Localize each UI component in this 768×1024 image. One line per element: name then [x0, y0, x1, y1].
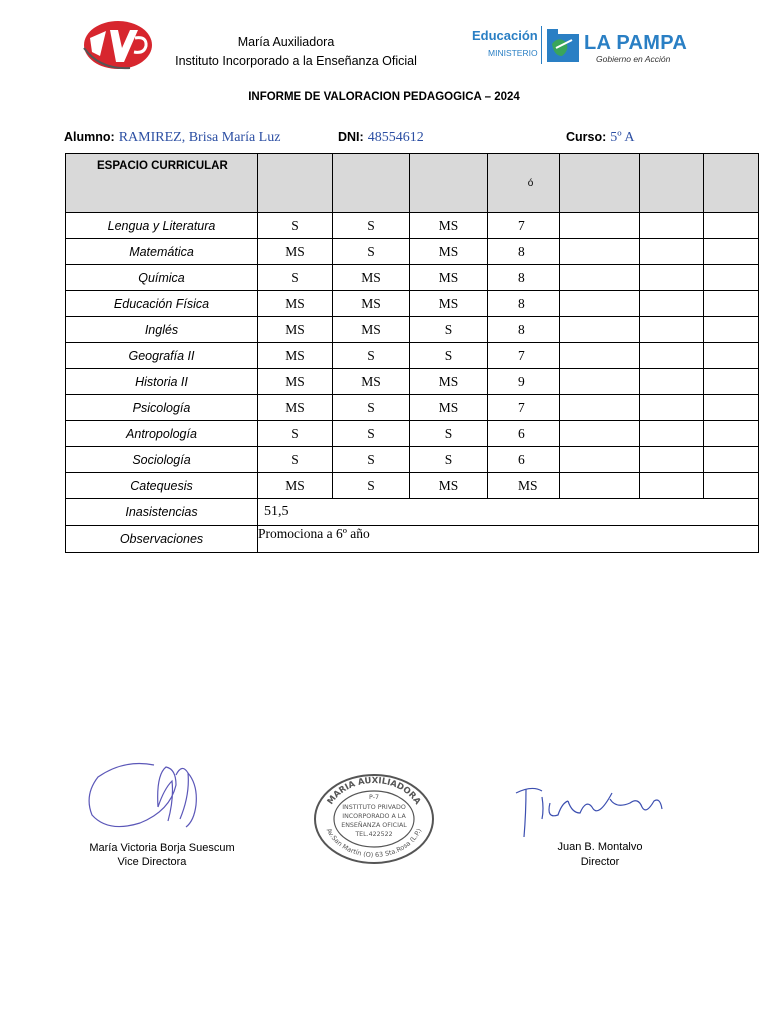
grade-cell: S [258, 447, 333, 473]
grade-cell: 6 [488, 421, 560, 447]
grade-cell: MS [333, 369, 410, 395]
gov-logo [472, 26, 688, 70]
grade-cell: 7 [488, 343, 560, 369]
header-cell [640, 154, 704, 213]
gov-province-text: LA PAMPA [584, 32, 688, 54]
vice-director-signature [84, 755, 214, 837]
empty-cell [640, 265, 704, 291]
seal-line-2: INCORPORADO A LA [342, 813, 406, 820]
header-cell [560, 154, 640, 213]
observations-label: Observaciones [66, 526, 258, 553]
dni-value: 48554612 [367, 130, 424, 145]
empty-cell [640, 343, 704, 369]
header-cell [333, 154, 410, 213]
empty-cell [560, 343, 640, 369]
gov-tagline: Gobierno en Acción [596, 54, 671, 64]
grade-cell: S [410, 343, 488, 369]
empty-cell [704, 317, 759, 343]
grade-cell: S [333, 473, 410, 499]
grade-cell: 6 [488, 447, 560, 473]
gov-divider [541, 26, 542, 64]
subject-name: Sociología [66, 447, 258, 473]
empty-cell [560, 265, 640, 291]
observations-row [66, 526, 759, 553]
header-cell [258, 154, 333, 213]
grade-cell: S [333, 343, 410, 369]
seal-line-3: ENSEÑANZA OFICIAL [341, 822, 407, 829]
seal-code: P-7 [369, 794, 379, 801]
subject-column-header: ESPACIO CURRICULAR [66, 154, 258, 213]
seal-line-1: INSTITUTO PRIVADO [342, 804, 406, 811]
empty-cell [704, 395, 759, 421]
subject-name: Antropología [66, 421, 258, 447]
subject-name: Lengua y Literatura [66, 213, 258, 239]
grade-cell: MS [410, 265, 488, 291]
subject-name: Matemática [66, 239, 258, 265]
table-row [66, 421, 759, 447]
table-row [66, 291, 759, 317]
grade-cell: MS [333, 265, 410, 291]
empty-cell [560, 421, 640, 447]
grade-cell: MS [410, 213, 488, 239]
empty-cell [704, 447, 759, 473]
table-row [66, 343, 759, 369]
empty-cell [704, 473, 759, 499]
grade-cell: S [258, 213, 333, 239]
course-line [566, 128, 634, 146]
grade-cell: S [410, 447, 488, 473]
course-label: Curso: [566, 130, 607, 144]
subject-name: Química [66, 265, 258, 291]
empty-cell [704, 239, 759, 265]
table-row [66, 317, 759, 343]
course-value: 5º A [610, 130, 635, 145]
empty-cell [704, 213, 759, 239]
seal-bottom-text: Av.San Martín (O) 63 Sta.Rosa (L.P.) [324, 827, 424, 860]
grade-cell: S [258, 265, 333, 291]
table-row [66, 239, 759, 265]
grade-cell: 7 [488, 213, 560, 239]
table-row [66, 213, 759, 239]
seal-top-text: MARIA AUXILIADORA [325, 775, 423, 807]
grade-cell: S [333, 447, 410, 473]
grade-cell: 9 [488, 369, 560, 395]
table-row [66, 447, 759, 473]
subject-name: Historia II [66, 369, 258, 395]
empty-cell [640, 447, 704, 473]
student-name-line [64, 128, 280, 146]
grade-cell: MS [333, 317, 410, 343]
grade-cell: MS [258, 369, 333, 395]
vice-director-name: María Victoria Borja Suescum [89, 842, 235, 854]
empty-cell [560, 395, 640, 421]
empty-cell [640, 239, 704, 265]
grade-cell: 8 [488, 265, 560, 291]
student-name-label: Alumno: [64, 130, 115, 144]
grade-cell: MS [410, 369, 488, 395]
grade-cell: S [333, 213, 410, 239]
grade-cell: MS [410, 473, 488, 499]
subject-name: Inglés [66, 317, 258, 343]
empty-cell [560, 213, 640, 239]
dni-label: DNI: [338, 130, 364, 144]
grade-cell: S [410, 421, 488, 447]
grade-cell: 8 [488, 239, 560, 265]
grade-cell: S [410, 317, 488, 343]
grade-cell: MS [410, 291, 488, 317]
grade-cell: MS [410, 395, 488, 421]
subject-name: Educación Física [66, 291, 258, 317]
empty-cell [640, 213, 704, 239]
grade-cell: 8 [488, 317, 560, 343]
grade-cell: S [333, 239, 410, 265]
student-name-value: RAMIREZ, Brisa María Luz [118, 130, 281, 145]
institution-subtitle: Instituto Incorporado a la Enseñanza Oficial [175, 54, 417, 68]
empty-cell [640, 421, 704, 447]
gov-ministry-text: MINISTERIO [488, 48, 538, 58]
observations-value: Promociona a 6º año [258, 526, 759, 553]
table-row [66, 369, 759, 395]
grade-cell: MS [258, 395, 333, 421]
header-mark: ó [488, 154, 560, 213]
la-pampa-map-icon [544, 26, 582, 66]
empty-cell [640, 317, 704, 343]
director-signature [512, 779, 668, 841]
empty-cell [640, 473, 704, 499]
empty-cell [640, 291, 704, 317]
grade-cell: S [333, 395, 410, 421]
absences-value: 51,5 [258, 499, 759, 526]
table-row [66, 265, 759, 291]
vice-director-role: Vice Directora [117, 856, 187, 868]
grade-cell: S [258, 421, 333, 447]
empty-cell [704, 369, 759, 395]
grade-cell: MS [258, 239, 333, 265]
institution-seal [312, 773, 436, 865]
empty-cell [704, 265, 759, 291]
grade-cell: MS [258, 343, 333, 369]
header-cell [704, 154, 759, 213]
dni-line [338, 128, 424, 146]
grade-cell: MS [333, 291, 410, 317]
empty-cell [560, 473, 640, 499]
empty-cell [560, 239, 640, 265]
empty-cell [640, 395, 704, 421]
header-cell [410, 154, 488, 213]
absences-label: Inasistencias [66, 499, 258, 526]
grades-table [65, 153, 759, 553]
report-title: INFORME DE VALORACION PEDAGOGICA – 2024 [248, 91, 520, 103]
empty-cell [704, 421, 759, 447]
empty-cell [560, 369, 640, 395]
gov-education-text: Educación [472, 28, 538, 43]
table-header-row [66, 154, 759, 213]
seal-phone: TEL.422522 [355, 831, 393, 838]
subject-name: Psicología [66, 395, 258, 421]
table-row [66, 473, 759, 499]
absences-row [66, 499, 759, 526]
director-role: Director [580, 856, 620, 868]
director-name: Juan B. Montalvo [557, 841, 643, 853]
grade-cell: MS [258, 291, 333, 317]
empty-cell [640, 369, 704, 395]
empty-cell [560, 317, 640, 343]
grade-cell: MS [488, 473, 560, 499]
subject-name: Catequesis [66, 473, 258, 499]
grade-cell: MS [410, 239, 488, 265]
empty-cell [704, 343, 759, 369]
grade-cell: 7 [488, 395, 560, 421]
table-row [66, 395, 759, 421]
grade-cell: MS [258, 473, 333, 499]
institution-name: María Auxiliadora [237, 35, 335, 49]
empty-cell [560, 291, 640, 317]
subject-name: Geografía II [66, 343, 258, 369]
grade-cell: MS [258, 317, 333, 343]
empty-cell [704, 291, 759, 317]
empty-cell [560, 447, 640, 473]
grade-cell: S [333, 421, 410, 447]
grade-cell: 8 [488, 291, 560, 317]
